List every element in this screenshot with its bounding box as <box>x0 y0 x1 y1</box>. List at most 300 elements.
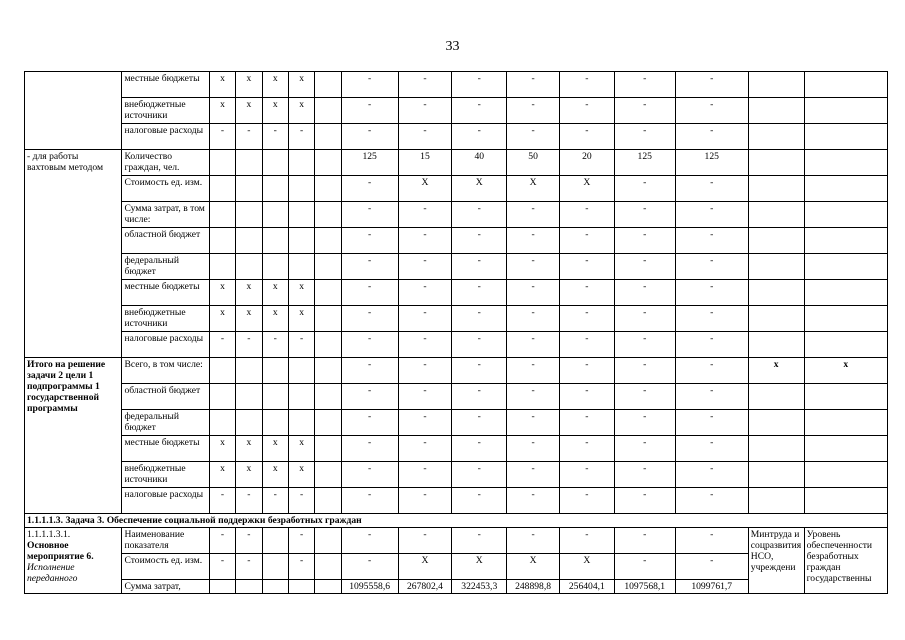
value-cell: - <box>559 98 614 124</box>
value-cell: - <box>341 124 398 150</box>
mark-cell <box>262 176 288 202</box>
table-row <box>25 332 888 358</box>
mark-cell <box>209 384 235 410</box>
value-cell: 248898,8 <box>507 580 560 594</box>
blank-cell <box>748 332 804 358</box>
row-label: Сумма затрат, <box>122 580 209 594</box>
value-cell: - <box>559 358 614 384</box>
mark-cell: x <box>288 436 314 462</box>
spacer-cell <box>315 332 341 358</box>
value-cell: 256404,1 <box>559 580 614 594</box>
budget-table <box>24 71 888 594</box>
table-row <box>25 176 888 202</box>
value-cell: - <box>507 202 560 228</box>
value-cell: - <box>614 228 675 254</box>
group-title: Итого на решение задачи 2 цели 1 подпрограммы 1 государственной программы <box>25 358 122 514</box>
row-label: внебюджетные источники <box>122 462 209 488</box>
value-cell: - <box>614 384 675 410</box>
value-cell: 50 <box>507 150 560 176</box>
blank-cell <box>748 384 804 410</box>
mark-cell <box>209 176 235 202</box>
value-cell: - <box>341 384 398 410</box>
blank-cell <box>748 202 804 228</box>
spacer-cell <box>315 254 341 280</box>
mark-cell <box>236 150 262 176</box>
mark-cell <box>288 176 314 202</box>
spacer-cell <box>315 176 341 202</box>
table-body <box>25 72 888 594</box>
table-row <box>25 358 888 384</box>
value-cell: - <box>341 98 398 124</box>
value-cell: - <box>559 202 614 228</box>
extra-cell: x <box>748 358 804 384</box>
mark-cell <box>209 254 235 280</box>
row-label: федеральный бюджет <box>122 410 209 436</box>
row-label: налоговые расходы <box>122 488 209 514</box>
mark-cell: x <box>262 98 288 124</box>
mark-cell: x <box>236 462 262 488</box>
section-header-row <box>25 514 888 528</box>
value-cell: - <box>614 528 675 554</box>
row-label: Стоимость ед. изм. <box>122 554 209 580</box>
value-cell: X <box>452 176 507 202</box>
value-cell: - <box>614 554 675 580</box>
row-label: местные бюджеты <box>122 72 209 98</box>
mark-cell: x <box>262 72 288 98</box>
blank-cell <box>748 280 804 306</box>
mark-cell: x <box>236 280 262 306</box>
value-cell: - <box>507 488 560 514</box>
blank-cell <box>748 228 804 254</box>
row-label: Количество граждан, чел. <box>122 150 209 176</box>
value-cell: 1099761,7 <box>675 580 748 594</box>
table-row <box>25 202 888 228</box>
blank-cell <box>804 202 887 228</box>
value-cell: - <box>507 332 560 358</box>
value-cell: - <box>559 228 614 254</box>
mark-cell <box>209 150 235 176</box>
value-cell: - <box>614 488 675 514</box>
value-cell: - <box>507 98 560 124</box>
mark-cell <box>262 384 288 410</box>
mark-cell: x <box>288 306 314 332</box>
value-cell: - <box>398 124 452 150</box>
blank-cell <box>804 436 887 462</box>
value-cell: - <box>507 528 560 554</box>
mark-cell <box>236 410 262 436</box>
value-cell: - <box>398 488 452 514</box>
value-cell: - <box>614 72 675 98</box>
value-cell: - <box>559 332 614 358</box>
value-cell: - <box>559 254 614 280</box>
value-cell: 125 <box>341 150 398 176</box>
mark-cell: x <box>288 98 314 124</box>
mark-cell: x <box>209 306 235 332</box>
table-row <box>25 436 888 462</box>
spacer-cell <box>315 384 341 410</box>
group-title <box>25 72 122 150</box>
mark-cell: - <box>262 488 288 514</box>
row-label: Наименование показателя <box>122 528 209 554</box>
mark-cell: - <box>288 332 314 358</box>
table-row <box>25 528 888 554</box>
spacer-cell <box>315 358 341 384</box>
mark-cell: x <box>262 436 288 462</box>
mark-cell <box>288 580 314 594</box>
value-cell: - <box>507 72 560 98</box>
blank-cell <box>804 306 887 332</box>
mark-cell <box>288 202 314 228</box>
mark-cell: - <box>209 554 235 580</box>
value-cell: 15 <box>398 150 452 176</box>
row-label: областной бюджет <box>122 228 209 254</box>
table-row <box>25 124 888 150</box>
blank-cell <box>804 124 887 150</box>
table-row <box>25 254 888 280</box>
value-cell: - <box>614 306 675 332</box>
value-cell: - <box>675 280 748 306</box>
group-title: - для работы вахтовым методом <box>25 150 122 358</box>
blank-cell <box>748 72 804 98</box>
value-cell: - <box>614 358 675 384</box>
mark-cell <box>288 358 314 384</box>
value-cell: - <box>614 202 675 228</box>
mark-cell <box>262 410 288 436</box>
value-cell: - <box>341 436 398 462</box>
value-cell: - <box>341 254 398 280</box>
value-cell: - <box>398 306 452 332</box>
mark-cell: x <box>236 72 262 98</box>
blank-cell <box>748 306 804 332</box>
value-cell: - <box>675 228 748 254</box>
row-label: местные бюджеты <box>122 436 209 462</box>
row-label: Всего, в том числе: <box>122 358 209 384</box>
mark-cell: - <box>236 554 262 580</box>
table-row <box>25 228 888 254</box>
blank-cell <box>804 280 887 306</box>
spacer-cell <box>315 228 341 254</box>
value-cell: - <box>398 72 452 98</box>
value-cell: - <box>452 124 507 150</box>
spacer-cell <box>315 124 341 150</box>
value-cell: - <box>341 202 398 228</box>
value-cell: - <box>398 462 452 488</box>
value-cell: - <box>559 528 614 554</box>
value-cell: - <box>341 228 398 254</box>
value-cell: - <box>398 202 452 228</box>
value-cell: 125 <box>675 150 748 176</box>
value-cell: - <box>452 410 507 436</box>
value-cell: - <box>398 254 452 280</box>
mark-cell: x <box>209 436 235 462</box>
table-row <box>25 280 888 306</box>
activity-code: 1.1.1.1.3.1. <box>27 529 71 540</box>
value-cell: 125 <box>614 150 675 176</box>
blank-cell <box>748 150 804 176</box>
mark-cell: x <box>236 98 262 124</box>
blank-cell <box>748 176 804 202</box>
value-cell: - <box>675 202 748 228</box>
blank-cell <box>748 124 804 150</box>
spacer-cell <box>315 554 341 580</box>
value-cell: - <box>614 462 675 488</box>
mark-cell: - <box>236 488 262 514</box>
value-cell: - <box>398 528 452 554</box>
value-cell: - <box>559 306 614 332</box>
value-cell: - <box>507 462 560 488</box>
value-cell: - <box>452 488 507 514</box>
mark-cell <box>209 358 235 384</box>
value-cell: - <box>341 554 398 580</box>
table-row <box>25 72 888 98</box>
mark-cell: x <box>262 280 288 306</box>
value-cell: - <box>452 202 507 228</box>
mark-cell <box>236 358 262 384</box>
blank-cell <box>748 462 804 488</box>
mark-cell <box>236 176 262 202</box>
table-row <box>25 410 888 436</box>
row-label: внебюджетные источники <box>122 98 209 124</box>
value-cell: X <box>559 176 614 202</box>
value-cell: - <box>614 98 675 124</box>
value-cell: - <box>341 332 398 358</box>
value-cell: - <box>507 306 560 332</box>
mark-cell: - <box>236 124 262 150</box>
mark-cell <box>288 150 314 176</box>
mark-cell: x <box>288 72 314 98</box>
value-cell: 267802,4 <box>398 580 452 594</box>
value-cell: - <box>452 528 507 554</box>
value-cell: - <box>341 280 398 306</box>
value-cell: - <box>559 436 614 462</box>
value-cell: - <box>507 124 560 150</box>
value-cell: - <box>559 280 614 306</box>
value-cell: - <box>341 358 398 384</box>
table-row <box>25 462 888 488</box>
value-cell: - <box>452 254 507 280</box>
value-cell: - <box>675 306 748 332</box>
value-cell: - <box>452 384 507 410</box>
mark-cell: - <box>262 332 288 358</box>
value-cell: - <box>507 254 560 280</box>
mark-cell: - <box>209 332 235 358</box>
mark-cell: - <box>262 124 288 150</box>
value-cell: X <box>452 554 507 580</box>
mark-cell <box>236 580 262 594</box>
value-cell: - <box>559 488 614 514</box>
value-cell: 20 <box>559 150 614 176</box>
value-cell: - <box>614 124 675 150</box>
activity-title <box>25 528 122 594</box>
value-cell: X <box>398 176 452 202</box>
value-cell: - <box>341 488 398 514</box>
spacer-cell <box>315 488 341 514</box>
mark-cell <box>209 228 235 254</box>
mark-cell: x <box>236 306 262 332</box>
value-cell: - <box>559 124 614 150</box>
blank-cell <box>804 410 887 436</box>
value-cell: - <box>341 528 398 554</box>
value-cell: - <box>675 554 748 580</box>
executor-cell: Минтруда и соцразвития НСО, учреждени <box>748 528 804 594</box>
mark-cell <box>288 228 314 254</box>
spacer-cell <box>315 72 341 98</box>
value-cell: - <box>452 98 507 124</box>
table-row <box>25 488 888 514</box>
table-row <box>25 150 888 176</box>
value-cell: - <box>452 228 507 254</box>
value-cell: - <box>559 384 614 410</box>
spacer-cell <box>315 280 341 306</box>
mark-cell <box>209 410 235 436</box>
value-cell: 40 <box>452 150 507 176</box>
spacer-cell <box>315 202 341 228</box>
value-cell: - <box>507 358 560 384</box>
value-cell: - <box>675 436 748 462</box>
mark-cell: x <box>209 72 235 98</box>
mark-cell: - <box>288 488 314 514</box>
value-cell: - <box>559 410 614 436</box>
value-cell: X <box>398 554 452 580</box>
mark-cell: - <box>288 554 314 580</box>
mark-cell <box>236 202 262 228</box>
mark-cell <box>262 254 288 280</box>
mark-cell: x <box>288 462 314 488</box>
value-cell: - <box>341 72 398 98</box>
blank-cell <box>804 332 887 358</box>
mark-cell <box>236 254 262 280</box>
section-header: 1.1.1.1.3. Задача 3. Обеспечение социальной поддержки безработных граждан <box>25 514 888 528</box>
spacer-cell <box>315 436 341 462</box>
value-cell: - <box>452 462 507 488</box>
mark-cell: - <box>288 124 314 150</box>
value-cell: - <box>675 528 748 554</box>
table-row <box>25 384 888 410</box>
blank-cell <box>804 228 887 254</box>
page-number: 33 <box>445 39 460 54</box>
row-label: внебюджетные источники <box>122 306 209 332</box>
spacer-cell <box>315 410 341 436</box>
blank-cell <box>804 488 887 514</box>
value-cell: - <box>559 462 614 488</box>
row-label: местные бюджеты <box>122 280 209 306</box>
mark-cell: - <box>236 332 262 358</box>
value-cell: - <box>614 176 675 202</box>
value-cell: - <box>341 410 398 436</box>
blank-cell <box>804 462 887 488</box>
mark-cell <box>288 384 314 410</box>
value-cell: - <box>452 436 507 462</box>
value-cell: - <box>675 98 748 124</box>
value-cell: - <box>341 306 398 332</box>
value-cell: - <box>341 176 398 202</box>
value-cell: - <box>614 436 675 462</box>
spacer-cell <box>315 306 341 332</box>
mark-cell: - <box>209 124 235 150</box>
blank-cell <box>804 98 887 124</box>
blank-cell <box>804 176 887 202</box>
value-cell: - <box>675 72 748 98</box>
value-cell: - <box>675 358 748 384</box>
value-cell: - <box>452 280 507 306</box>
row-label: налоговые расходы <box>122 332 209 358</box>
value-cell: - <box>452 72 507 98</box>
mark-cell <box>288 410 314 436</box>
table-row <box>25 306 888 332</box>
mark-cell <box>262 202 288 228</box>
blank-cell <box>804 150 887 176</box>
blank-cell <box>748 98 804 124</box>
mark-cell: x <box>209 462 235 488</box>
mark-cell: x <box>209 280 235 306</box>
value-cell: - <box>398 436 452 462</box>
value-cell: - <box>452 332 507 358</box>
row-label: Стоимость ед. изм. <box>122 176 209 202</box>
activity-name: Основное мероприятие 6. <box>27 540 94 562</box>
mark-cell: x <box>209 98 235 124</box>
blank-cell <box>748 410 804 436</box>
value-cell: - <box>507 410 560 436</box>
value-cell: - <box>675 176 748 202</box>
spacer-cell <box>315 98 341 124</box>
value-cell: - <box>507 228 560 254</box>
spacer-cell <box>315 462 341 488</box>
spacer-cell <box>315 150 341 176</box>
value-cell: - <box>614 410 675 436</box>
mark-cell <box>262 580 288 594</box>
mark-cell <box>262 554 288 580</box>
value-cell: - <box>614 254 675 280</box>
value-cell: - <box>398 332 452 358</box>
mark-cell <box>236 228 262 254</box>
value-cell: X <box>559 554 614 580</box>
value-cell: - <box>675 332 748 358</box>
value-cell: - <box>398 228 452 254</box>
value-cell: - <box>675 254 748 280</box>
row-label: областной бюджет <box>122 384 209 410</box>
value-cell: - <box>452 358 507 384</box>
blank-cell <box>748 436 804 462</box>
mark-cell: x <box>236 436 262 462</box>
mark-cell <box>236 384 262 410</box>
value-cell: - <box>675 462 748 488</box>
value-cell: X <box>507 176 560 202</box>
value-cell: - <box>614 332 675 358</box>
blank-cell <box>748 254 804 280</box>
value-cell: - <box>452 306 507 332</box>
spacer-cell <box>315 528 341 554</box>
extra-cell: x <box>804 358 887 384</box>
value-cell: - <box>507 280 560 306</box>
spacer-cell <box>315 580 341 594</box>
mark-cell <box>262 528 288 554</box>
mark-cell: - <box>288 528 314 554</box>
value-cell: - <box>675 124 748 150</box>
value-cell: - <box>675 410 748 436</box>
row-label: Сумма затрат, в том числе: <box>122 202 209 228</box>
value-cell: 1097568,1 <box>614 580 675 594</box>
mark-cell: x <box>262 306 288 332</box>
mark-cell: x <box>288 280 314 306</box>
value-cell: 1095558,6 <box>341 580 398 594</box>
value-cell: - <box>398 98 452 124</box>
mark-cell <box>262 150 288 176</box>
blank-cell <box>804 72 887 98</box>
mark-cell: - <box>209 528 235 554</box>
value-cell: - <box>398 280 452 306</box>
value-cell: - <box>614 280 675 306</box>
blank-cell <box>804 384 887 410</box>
